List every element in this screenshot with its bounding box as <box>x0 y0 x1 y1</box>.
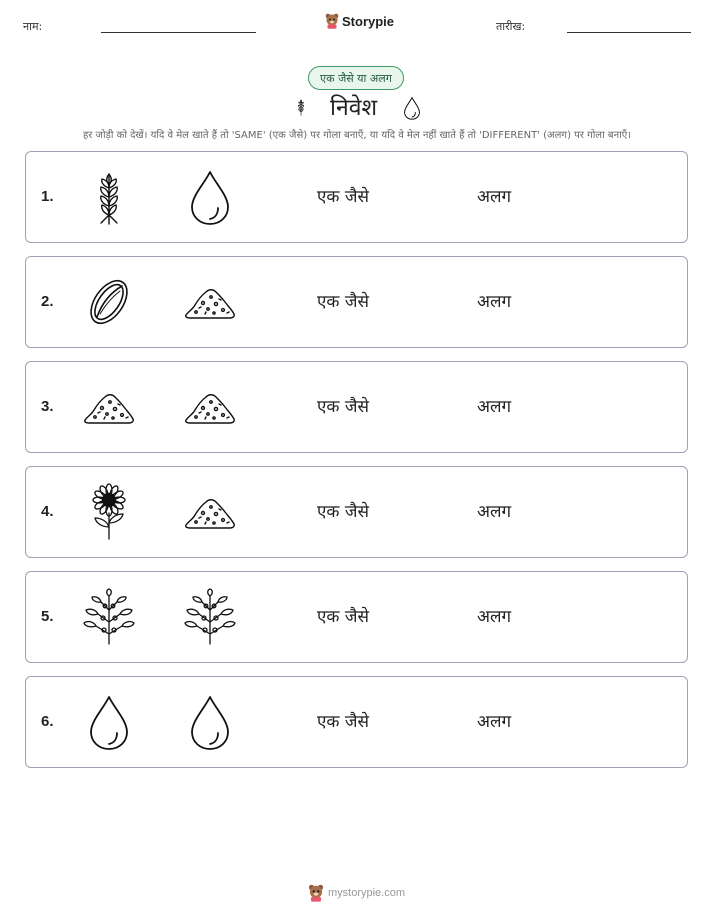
name-label: नाम: <box>23 20 43 33</box>
bear-mascot-icon <box>308 884 324 902</box>
question-row-2 <box>25 256 688 348</box>
question-row-6 <box>25 676 688 768</box>
activity-type-badge: एक जैसे या अलग <box>308 66 404 90</box>
question-number: 4. <box>41 503 54 520</box>
question-row-3 <box>25 361 688 453</box>
different-option[interactable]: अलग <box>477 607 512 627</box>
question-number: 1. <box>41 188 54 205</box>
same-option[interactable]: एक जैसे <box>317 712 369 732</box>
soil-pile-icon <box>181 273 239 331</box>
question-number: 6. <box>41 713 54 730</box>
wheat-icon <box>292 92 310 122</box>
same-option[interactable]: एक जैसे <box>317 187 369 207</box>
question-number: 3. <box>41 398 54 415</box>
soil-pile-icon <box>181 378 239 436</box>
different-option[interactable]: अलग <box>477 502 512 522</box>
footer <box>308 884 405 902</box>
different-option[interactable]: अलग <box>477 397 512 417</box>
wheat-icon <box>80 168 138 226</box>
plant-icon <box>80 588 138 646</box>
sunflower-icon <box>80 483 138 541</box>
question-row-1 <box>25 151 688 243</box>
date-label: तारीख: <box>496 20 526 33</box>
different-option[interactable]: अलग <box>477 292 512 312</box>
different-option[interactable]: अलग <box>477 187 512 207</box>
name-field-line[interactable] <box>101 32 256 33</box>
question-row-5 <box>25 571 688 663</box>
soil-pile-icon <box>80 378 138 436</box>
question-number: 2. <box>41 293 54 310</box>
footer-url[interactable]: mystorypie.com <box>328 887 406 899</box>
same-option[interactable]: एक जैसे <box>317 292 369 312</box>
question-row-4 <box>25 466 688 558</box>
logo-text: Storypie <box>342 13 395 29</box>
water-drop-icon <box>181 168 239 226</box>
date-field-line[interactable] <box>567 32 691 33</box>
same-option[interactable]: एक जैसे <box>317 397 369 417</box>
plant-icon <box>181 588 239 646</box>
seed-icon <box>80 273 138 331</box>
instructions: हर जोड़ी को देखें। यदि वे मेल खाते हैं तो 'SAME' (एक जैसे) पर गोला बनाएँ, या यदि वे मेल नहीं खाते हैं तो 'DIFFERENT' (अलग) पर गोला बनाएँ। <box>82 130 632 141</box>
title-row <box>0 90 714 126</box>
different-option[interactable]: अलग <box>477 712 512 732</box>
same-option[interactable]: एक जैसे <box>317 607 369 627</box>
water-drop-icon <box>400 92 424 124</box>
same-option[interactable]: एक जैसे <box>317 502 369 522</box>
storypie-logo <box>325 13 394 29</box>
bear-mascot-icon <box>325 13 339 29</box>
water-drop-icon <box>80 693 138 751</box>
page-title: निवेश <box>330 95 378 121</box>
water-drop-icon <box>181 693 239 751</box>
question-number: 5. <box>41 608 54 625</box>
soil-pile-icon <box>181 483 239 541</box>
